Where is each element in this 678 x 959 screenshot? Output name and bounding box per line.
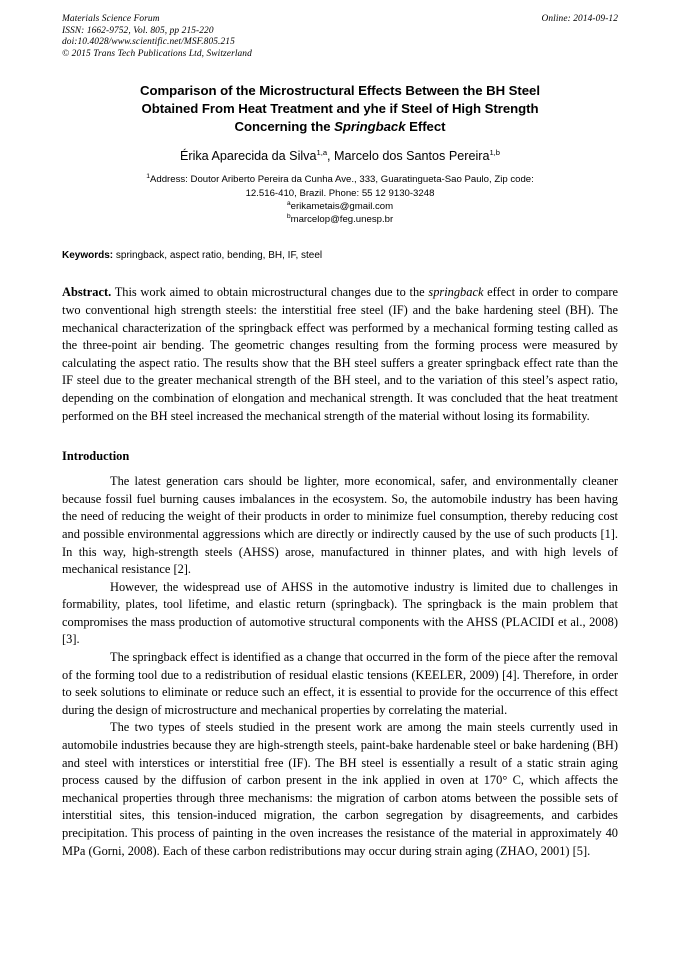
affiliation-line-1: Address: Doutor Ariberto Pereira da Cunha Ave., 333, Guaratingueta-Sao Paulo, Zip code: <box>149 174 534 186</box>
author-1-affiliation-marker: 1,a <box>316 147 328 157</box>
journal-issn: ISSN: 1662-9752, Vol. 805, pp 215-220 <box>62 25 214 36</box>
section-heading-introduction: Introduction <box>62 449 130 464</box>
affiliation-marker: 1 <box>146 172 150 180</box>
online-date: Online: 2014-09-12 <box>541 14 618 24</box>
email-b-marker: b <box>286 212 291 220</box>
author-2-affiliation-marker: 1,b <box>489 147 501 157</box>
title-line-2: Obtained From Heat Treatment and yhe if Steel of High Strength <box>141 100 539 116</box>
intro-paragraph-2: However, the widespread use of AHSS in the automotive industry is limited due to challenges in formability, plates, tool lifetime, and elastic return (springback). The springback is the main problem that compromises the mass production of automotive structural components with the AHSS (PLACIDI et al., 2008) [3]. <box>62 579 618 647</box>
email-a-marker: a <box>286 199 291 207</box>
title-line-3-suffix: Effect <box>405 118 446 134</box>
intro-paragraph-4: The two types of steels studied in the present work are among the main steels currently used in automobile industries because they are high-strength steels, paint-bake hardenable steel or bake hardening (BH) and steel with interstices or interstitial free (IF). The BH steel is essentially a result of a static strain aging process caused by the diffusion of carbon present in the ink applied in oven at 170° C, which affects the mechanical properties through three mechanisms: the migration of carbon atoms between the possible sets of interstitial sites, this tension-induced migration, the carbon segregation by disagreements, and carbides precipitation. This process of painting in the oven increases the resistance of the material in approximately 40 MPa (Gorni, 2008). Each of these carbon redistributions may occur during strain aging (ZHAO, 2001) [5]. <box>62 720 618 858</box>
keywords-block <box>62 249 618 262</box>
title-line-1: Comparison of the Microstructural Effects Between the BH Steel <box>140 83 540 99</box>
author-1-name: Érika Aparecida da Silva <box>179 149 317 164</box>
title-line-3-italic: Springback <box>334 118 406 134</box>
intro-paragraph-1: The latest generation cars should be lighter, more economical, safer, and environmentally cleaner because fossil fuel burning causes imbalances in the ecosystem. So, the automobile industry has been having the need of reducing the weight of their products in order to minimize fuel consumption, thereby reducing cost and possible environmental aggressions which are directly or indirectly caused by the use of such products [1]. In this way, high-strength steels (AHSS) arose, manufactured in thinner plates, and with high levels of mechanical resistance [2]. <box>62 474 618 577</box>
affiliation-line-2: 12.516-410, Brazil. Phone: 55 12 9130-3248 <box>245 187 435 199</box>
author-1-email[interactable]: erikametais@gmail.com <box>290 200 394 212</box>
keywords-label: Keywords: <box>62 250 114 262</box>
abstract-part-2: effect in order to compare two conventional high strength steels: the interstitial free steel (IF) and the bake hardening steel (BH). The mechanical characterization of the springback effect was performed by a mechanical forming testing called as the three-point air bending. The geometric changes resulting from the forming process were measured by calculating the aspect ratio. The results show that the BH steel suffers a greater springback effect rate than the IF steel due to the greater mechanical strength of the BH steel, and to the variation of this steel’s aspect ratio, depending on the combination of elongation and mechanical strength. It was concluded that the heat treatment performed on the BH steel increased the mechanical strength of the material without losing its formability. <box>62 285 618 423</box>
affiliation-block <box>62 173 618 200</box>
journal-name: Materials Science Forum <box>62 14 160 24</box>
author-separator: , <box>327 149 335 164</box>
author-1-email-line <box>62 200 618 213</box>
page-title <box>62 82 618 135</box>
journal-copyright: © 2015 Trans Tech Publications Ltd, Switzerland <box>62 48 252 59</box>
journal-doi: doi:10.4028/www.scientific.net/MSF.805.215 <box>62 37 235 48</box>
journal-header <box>62 14 618 60</box>
abstract-block <box>62 284 618 425</box>
abstract-part-1: This work aimed to obtain microstructural changes due to the <box>111 285 429 300</box>
abstract-italic-springback: springback <box>428 285 484 300</box>
author-2-email-line <box>62 213 618 226</box>
author-2-email[interactable]: marcelop@feg.unesp.br <box>290 214 394 226</box>
keywords-value: springback, aspect ratio, bending, BH, IF, steel <box>113 250 323 262</box>
intro-paragraph-3: The springback effect is identified as a change that occurred in the form of the piece after the removal of the forming tool due to a redistribution of residual elastic tensions (KEELER, 2009) [4]. Therefore, in order to seek solutions to eliminate or reduce such an effect, it is essential to provide for the occurrence of this effect during the design of microstructure and mechanical properties by correlating the material. <box>62 650 618 717</box>
author-2-name: Marcelo dos Santos Pereira <box>334 149 490 164</box>
author-list <box>62 148 618 164</box>
title-line-3-prefix: Concerning the <box>234 118 335 134</box>
page-content <box>62 14 618 860</box>
abstract-label: Abstract. <box>62 285 112 300</box>
